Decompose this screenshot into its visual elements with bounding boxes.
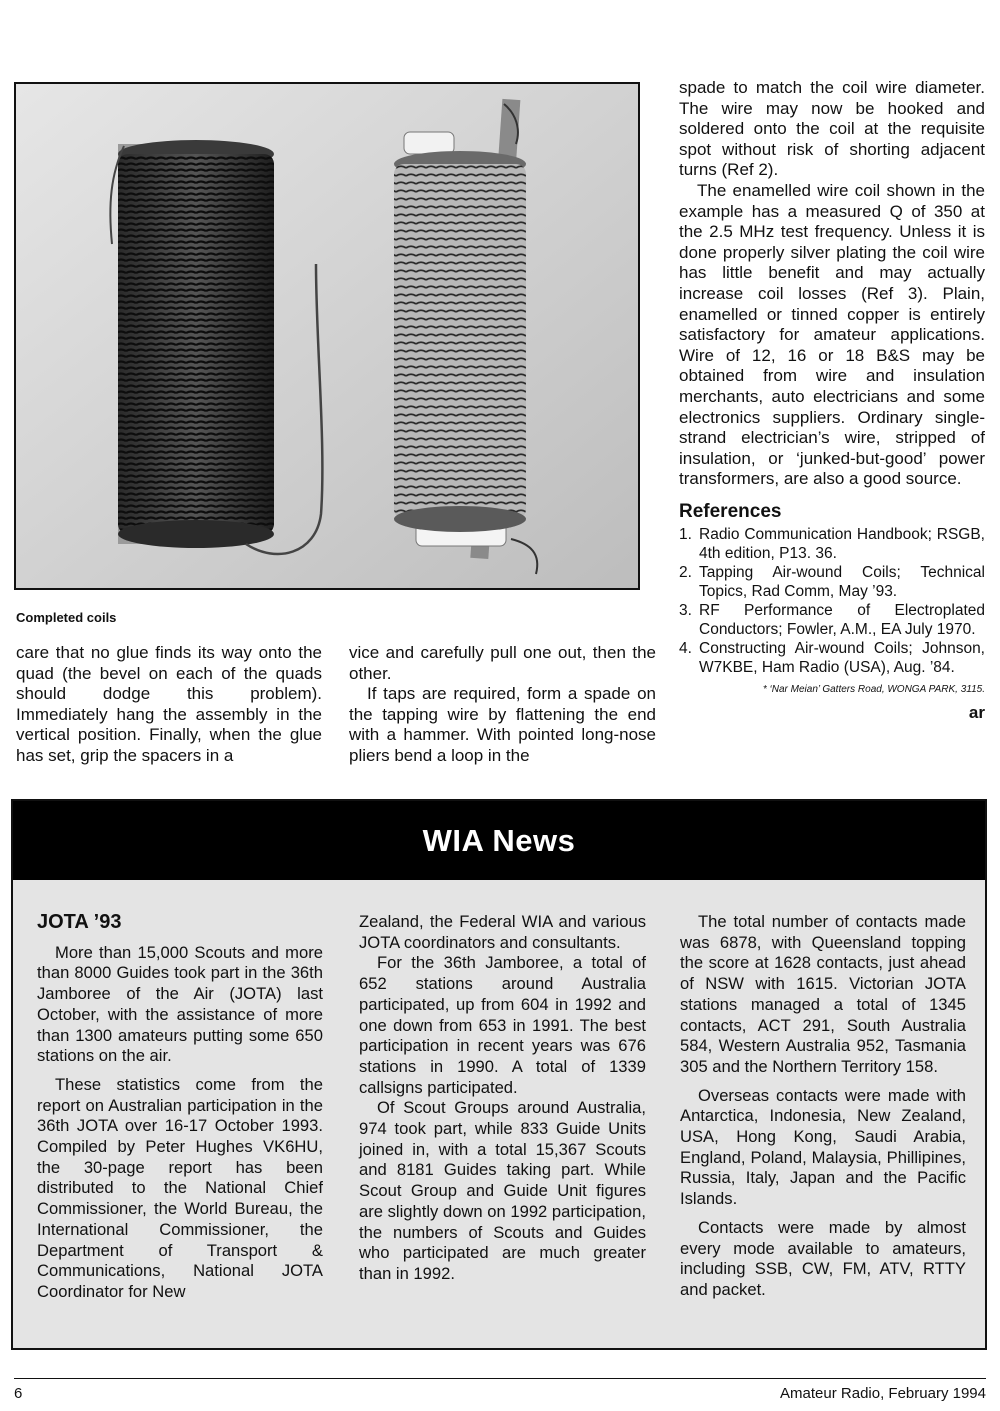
article-column-3	[679, 78, 985, 724]
article-paragraph: spade to match the coil wire diameter. The wire may now be hooked and soldered onto the coil at the requisite spot without risk of shorting adjacent turns (Ref 2).	[679, 78, 985, 180]
reference-number: 4.	[679, 640, 692, 658]
news-column-1	[37, 912, 323, 1303]
news-column-2	[359, 912, 646, 1285]
reference-item	[679, 639, 985, 677]
references-heading: References	[679, 500, 782, 522]
reference-number: 2.	[679, 564, 692, 582]
news-paragraph: Of Scout Groups around Australia, 974 took part, while 833 Guide Units joined in, with a total 15,367 Scouts and 8181 Guides taking part. While Scout Group and Guide Unit figures are slightly down on 1992 participation, the numbers of Scouts and Guides who participated are much greater than in 1992.	[359, 1098, 646, 1283]
reference-number: 3.	[679, 602, 692, 620]
references-list	[679, 525, 985, 677]
article-paragraph: The enamelled wire coil shown in the example has a measured Q of 350 at the 2.5 MHz test frequency. Unless it is done properly silver plating the coil wire has little benefit and may actually increase coil losses (Ref 3). Plain, enamelled or tinned copper is entirely satisfactory for amateur applications. Wire of 12, 16 or 18 B&S may be obtained from wire and insulation merchants, auto electricians and some electronics suppliers. Ordinary single-strand electrician’s wire, stripped of insulation, or ‘junked-but-good’ power transformers, are also a good source.	[679, 180, 985, 489]
reference-text: Radio Communication Handbook; RSGB, 4th edition, P13. 36.	[699, 526, 985, 563]
coils-illustration	[16, 84, 638, 588]
photo-caption: Completed coils	[16, 610, 117, 625]
news-paragraph: For the 36th Jamboree, a total of 652 stations around Australia participated, up from 604 in 1992 and one down from 653 in 1991. The best participation in recent years was 676 stations in 1990. A total of 1339 callsigns participated.	[359, 953, 646, 1097]
article-end-mark: ar	[968, 703, 985, 723]
news-paragraph: Contacts were made by almost every mode available to amateurs, including SSB, CW, FM, ATV, RTTY and packet.	[680, 1217, 966, 1299]
news-paragraph: More than 15,000 Scouts and more than 8000 Guides took part in the 36th Jamboree of the Air (JOTA) last October, with the assistance of more than 1300 amateurs putting some 650 stations on the air.	[37, 942, 323, 1066]
reference-text: Tapping Air-wound Coils; Technical Topics, Rad Comm, May ’93.	[699, 564, 985, 601]
news-paragraph: Zealand, the Federal WIA and various JOTA coordinators and consultants.	[359, 912, 646, 952]
wia-news-box	[11, 799, 987, 1350]
news-heading: JOTA ’93	[37, 911, 122, 933]
news-paragraph: The total number of contacts made was 6878, with Queensland topping the score at 1628 contacts, just ahead of NSW with 1615. Victorian JOTA stations managed a total of 1345 contacts, ACT 291, South Australia 584, Western Australia 952, Tasmania 305 and the Northern Territory 158.	[680, 912, 966, 1076]
article-paragraph: vice and carefully pull one out, then the other.	[349, 643, 656, 683]
news-column-3	[680, 912, 966, 1301]
author-address: * ‘Nar Meian’ Gatters Road, WONGA PARK, 3115.	[762, 684, 985, 696]
reference-item	[679, 525, 985, 563]
tinned-coil	[394, 99, 537, 574]
footer-rule	[14, 1378, 986, 1379]
reference-text: Constructing Air-wound Coils; Johnson, W7KBE, Ham Radio (USA), Aug. ’84.	[699, 640, 985, 677]
news-title: WIA News	[13, 801, 985, 880]
reference-item	[679, 563, 985, 601]
news-paragraph: Overseas contacts were made with Antarctica, Indonesia, New Zealand, USA, Hong Kong, Saudi Arabia, England, Poland, Malaysia, Phillipines, Russia, Italy, Japan and the Pacific Islands.	[680, 1085, 966, 1209]
news-paragraph: These statistics come from the report on Australian participation in the 36th JOTA over 16-17 October 1993. Compiled by Peter Hughes VK6HU, the 30-page report has been distributed to the National Chief Commissioner, the World Bureau, the International Commissioner, the Department of Transport & Communications, National JOTA Coordinator for New	[37, 1074, 323, 1301]
page-number: 6	[14, 1385, 23, 1402]
article-column-2	[349, 643, 656, 767]
reference-text: RF Performance of Electroplated Conductors; Fowler, A.M., EA July 1970.	[699, 602, 985, 639]
coils-photo	[14, 82, 640, 590]
reference-item	[679, 601, 985, 639]
reference-number: 1.	[679, 526, 692, 544]
publication-line: Amateur Radio, February 1994	[780, 1385, 986, 1402]
article-paragraph: If taps are required, form a spade on the tapping wire by flattening the end with a hammer. With pointed long-nose pliers bend a loop in the	[349, 684, 656, 765]
article-column-1	[16, 643, 322, 767]
article-paragraph: care that no glue finds its way onto the quad (the bevel on each of the quads should dodge this problem). Immediately hang the assembly in the vertical position. Finally, when the glue has set, grip the spacers in a	[16, 643, 322, 765]
